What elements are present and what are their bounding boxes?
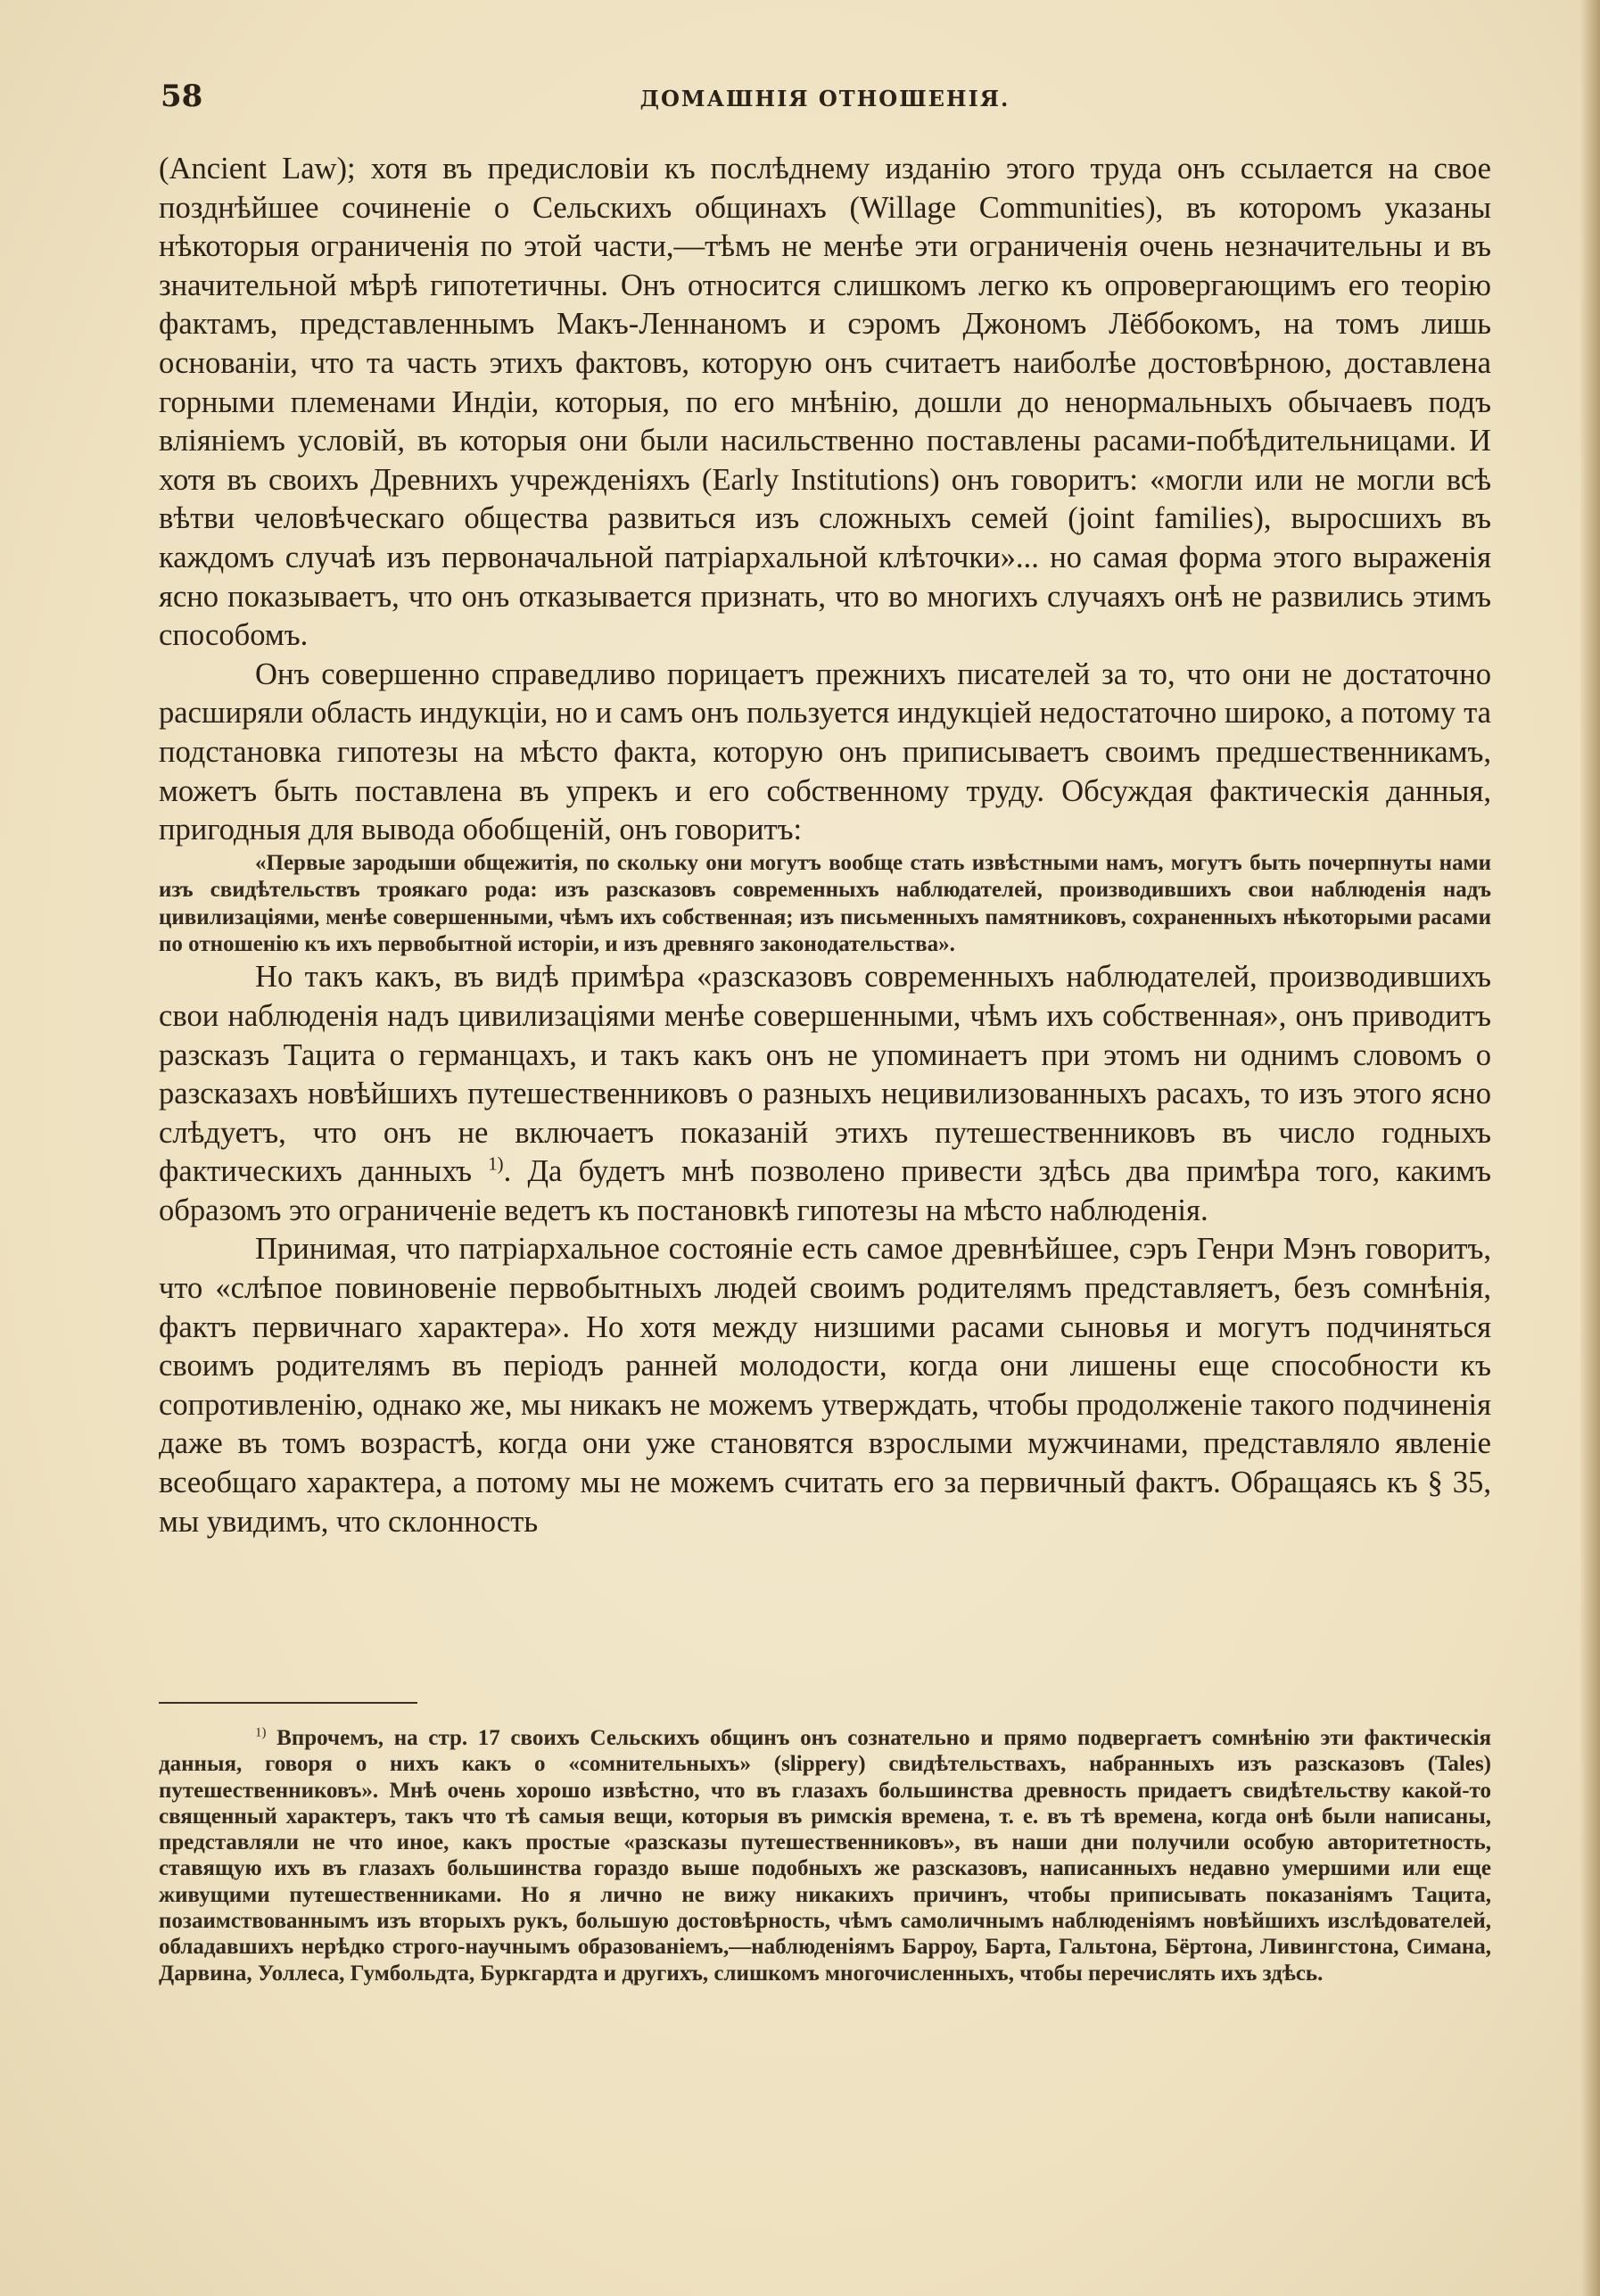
page-edge-shadow xyxy=(1580,0,1600,2296)
page-header xyxy=(161,78,1489,123)
paragraph-1: (Ancient Law); хотя въ предисловіи къ послѣднему изданію этого труда онъ ссылается на свое позднѣйшее сочиненіе о Сельскихъ общинахъ (Willage Communities), въ которомъ указаны нѣкоторыя ограниченія по этой части,—тѣмъ не менѣе эти ограниченія очень незначительны и въ значительной мѣрѣ гипотетичны. Онъ относится слишкомъ легко къ опровергающимъ его теорію фактамъ, представленнымъ Макъ-Леннаномъ и сэромъ Джономъ Лëббокомъ, на томъ лишь основаніи, что та часть этихъ фактовъ, которую онъ считаетъ наиболѣе достовѣрною, доставлена горными племенами Индіи, которыя, по его мнѣнію, дошли до ненормальныхъ обычаевъ подъ вліяніемъ условій, въ которыя они были насильственно поставлены расами-побѣдительницами. И хотя въ своихъ Древнихъ учрежденіяхъ (Early Institutions) онъ говоритъ: «могли или не могли всѣ вѣтви человѣческаго общества развиться изъ сложныхъ семей (joint families), выросшихъ въ каждомъ случаѣ изъ первоначальной патріархальной клѣточки»... но самая форма этого выраженія ясно показываетъ, что онъ отказывается признать, что во многихъ случаяхъ онѣ не развились этимъ способомъ. xyxy=(159,152,1491,653)
running-title: ДОМАШНІЯ ОТНОШЕНІЯ. xyxy=(639,86,1010,111)
paragraph-3-tail: . Да будетъ мнѣ позволено привести здѣсь два примѣра того, какимъ образомъ это ограниченіе ведетъ къ постановкѣ гипотезы на мѣсто наблюденія. xyxy=(159,1154,1491,1227)
footnote-mark: 1) xyxy=(255,1725,267,1740)
block-quote: «Первые зародыши общежитія, по скольку они могутъ вообще стать извѣстными намъ, могутъ быть почерпнуты нами изъ свидѣтельствъ троякаго рода: изъ разсказовъ современныхъ наблюдателей, производившихъ свои наблюденія надъ цивилизаціями, менѣе совершенными, чѣмъ ихъ собственная; изъ письменныхъ памятниковъ, сохраненныхъ нѣкоторыми расами по отношенію къ ихъ первобытной исторіи, и изъ древняго законодательства». xyxy=(159,850,1491,956)
paragraph-4: Принимая, что патріархальное состояніе есть самое древнѣйшее, сэръ Генри Мэнъ говоритъ, что «слѣпое повиновеніе первобытныхъ людей своимъ родителямъ представляетъ, безъ сомнѣнія, фактъ первичнаго характера». Но хотя между низшими расами сыновья и могутъ подчиняться своимъ родителямъ въ періодъ ранней молодости, когда они лишены еще способности къ сопротивленію, однако же, мы никакъ не можемъ утверждать, чтобы продолженіе такого подчиненія даже въ томъ возрастѣ, когда они уже становятся взрослыми мужчинами, представляло явленіе всеобщаго характера, а потому мы не можемъ считать его за первичный фактъ. Обращаясь къ § 35, мы увидимъ, что склонность xyxy=(159,1232,1491,1539)
footnote-divider xyxy=(159,1702,417,1704)
paragraph-3-text: Но такъ какъ, въ видѣ примѣра «разсказовъ современныхъ наблюдателей, производившихъ свои наблюденія надъ цивилизаціями менѣе совершенными, чѣмъ ихъ собственная», онъ приводитъ разсказъ Тацита о германцахъ, и такъ какъ онъ не упоминаетъ при этомъ ни однимъ словомъ о разсказахъ новѣйшихъ путешественниковъ о разныхъ нецивилизованныхъ расахъ, то изъ этого ясно слѣдуетъ, что онъ не включаетъ показаній этихъ путешественниковъ въ число годныхъ фактическихъ данныхъ xyxy=(159,960,1491,1189)
footnote xyxy=(159,1725,1491,1986)
paragraph-3 xyxy=(159,958,1491,1230)
page-number: 58 xyxy=(161,78,203,114)
main-text xyxy=(159,150,1491,1541)
footnote-reference[interactable]: 1) xyxy=(488,1154,504,1175)
footnote-text: Впрочемъ, на стр. 17 своихъ Сельскихъ общинъ онъ сознательно и прямо подвергаетъ сомнѣнію эти фактическія данныя, говоря о нихъ какъ о «сомнительныхъ» (slippery) свидѣтельствахъ, набранныхъ изъ разсказовъ (Tales) путешественниковъ». Мнѣ очень хорошо извѣстно, что въ глазахъ большинства древность придаетъ свидѣтельству какой-то священный характеръ, такъ что тѣ самыя вещи, которыя въ римскія времена, т. е. въ тѣ времена, когда онѣ были написаны, представляли не что иное, какъ простые «разсказы путешественниковъ», въ наши дни получили особую авторитетность, ставящую ихъ въ глазахъ большинства гораздо выше подобныхъ же разсказовъ, написанныхъ недавно умершими или еще живущими путешественниками. Но я лично не вижу никакихъ причинъ, чтобы приписывать показаніямъ Тацита, позаимствованнымъ изъ вторыхъ рукъ, большую достовѣрность, чѣмъ самоличнымъ наблюденіямъ новѣйшихъ изслѣдователей, обладавшихъ нерѣдко строго-научнымъ образованіемъ,—наблюденіямъ Барроу, Барта, Гальтона, Бёртона, Ливингстона, Симана, Дарвина, Уоллеса, Гумбольдта, Буркгардта и другихъ, слишкомъ многочисленныхъ, чтобы перечислять ихъ здѣсь. xyxy=(159,1726,1492,1986)
paragraph-2: Онъ совершенно справедливо порицаетъ прежнихъ писателей за то, что они не достаточно расширяли область индукціи, но и самъ онъ пользуется индукціей недостаточно широко, а потому та подстановка гипотезы на мѣсто факта, которую онъ приписываетъ своимъ предшественникамъ, можетъ быть поставлена въ упрекъ и его собственному труду. Обсуждая фактическія данныя, пригодныя для вывода обобщеній, онъ говоритъ: xyxy=(159,657,1491,847)
